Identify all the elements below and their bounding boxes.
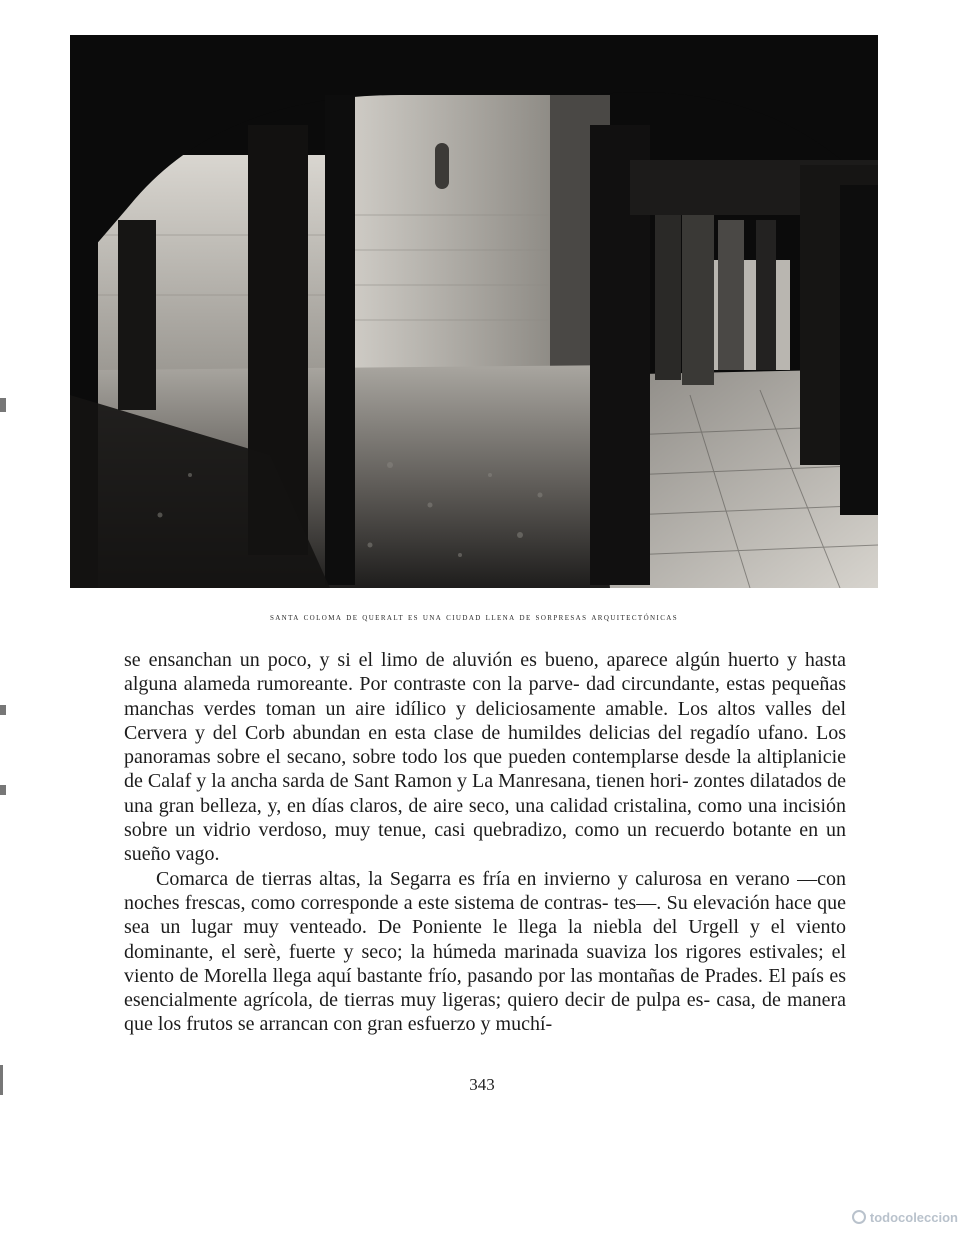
text-line: el secano, sobre todo los que pueden contemplarse desde la altiplanicie <box>266 746 847 769</box>
text-line: llega la niebla del Urgell y el viento dominante, el serè, fuerte y seco; <box>124 916 847 963</box>
text-line: llega aquí bastante frío, pasando por las montañas de Prades. El país es <box>272 964 846 987</box>
photograph-illustration <box>70 35 878 588</box>
watermark-logo-icon <box>852 1210 866 1224</box>
scan-margin-mark <box>0 785 6 795</box>
text-line: dad circundante, estas pequeñas manchas verdes toman un aire idílico <box>124 673 847 720</box>
text-line: la húmeda marinada suaviza los rigores estivales; el viento de Morella <box>124 940 847 987</box>
text-line: verano —con noches frescas, como corresponde a este sistema de contras- <box>124 867 846 914</box>
text-line: casi quebradizo, como un recuerdo botante en un sueño vago. <box>124 819 847 866</box>
text-line: casa, de manera que los frutos se arrancan con gran esfuerzo y muchí- <box>124 989 846 1036</box>
article-body <box>124 648 846 1037</box>
watermark-text: todocoleccion <box>869 1209 958 1225</box>
text-line: zontes dilatados de una gran belleza, y, en días claros, de aire seco, una <box>124 770 846 817</box>
page-number: 343 <box>469 1075 495 1094</box>
text-line: calidad cristalina, como una incisión sobre un vidrio verdoso, muy tenue, <box>124 794 847 842</box>
text-line: y deliciosamente amable. Los altos valles del Cervera y del Corb abundan <box>124 697 847 744</box>
text-line: tes—. Su elevación hace que sea un lugar muy venteado. De Poniente le <box>124 891 847 939</box>
text-line: esencialmente agrícola, de tierras muy ligeras; quiero decir de pulpa es- <box>124 989 711 1012</box>
scan-margin-mark <box>0 398 6 412</box>
scan-margin-mark <box>0 705 6 715</box>
watermark <box>852 1206 958 1228</box>
scan-margin-mark <box>0 1065 3 1095</box>
paragraph-1 <box>124 648 846 867</box>
text-line: huerto y hasta alguna alameda rumoreante. Por contraste con la parve- <box>124 649 847 696</box>
photo-caption: santa coloma de queralt es una ciudad llena de sorpresas arquitectónicas <box>269 612 679 623</box>
text-line: en esta clase de humildes delicias del regadío ufano. Los panoramas sobre <box>124 721 847 769</box>
text-line: de Calaf y la ancha sarda de Sant Ramon y La Manresana, tienen hori- <box>124 770 689 793</box>
paragraph-2 <box>124 867 846 1037</box>
arcade-photograph <box>70 35 878 588</box>
text-line: Comarca de tierras altas, la Segarra es fría en invierno y calurosa en <box>156 867 728 890</box>
text-line: se ensanchan un poco, y si el limo de aluvión es bueno, aparece algún <box>124 649 721 671</box>
